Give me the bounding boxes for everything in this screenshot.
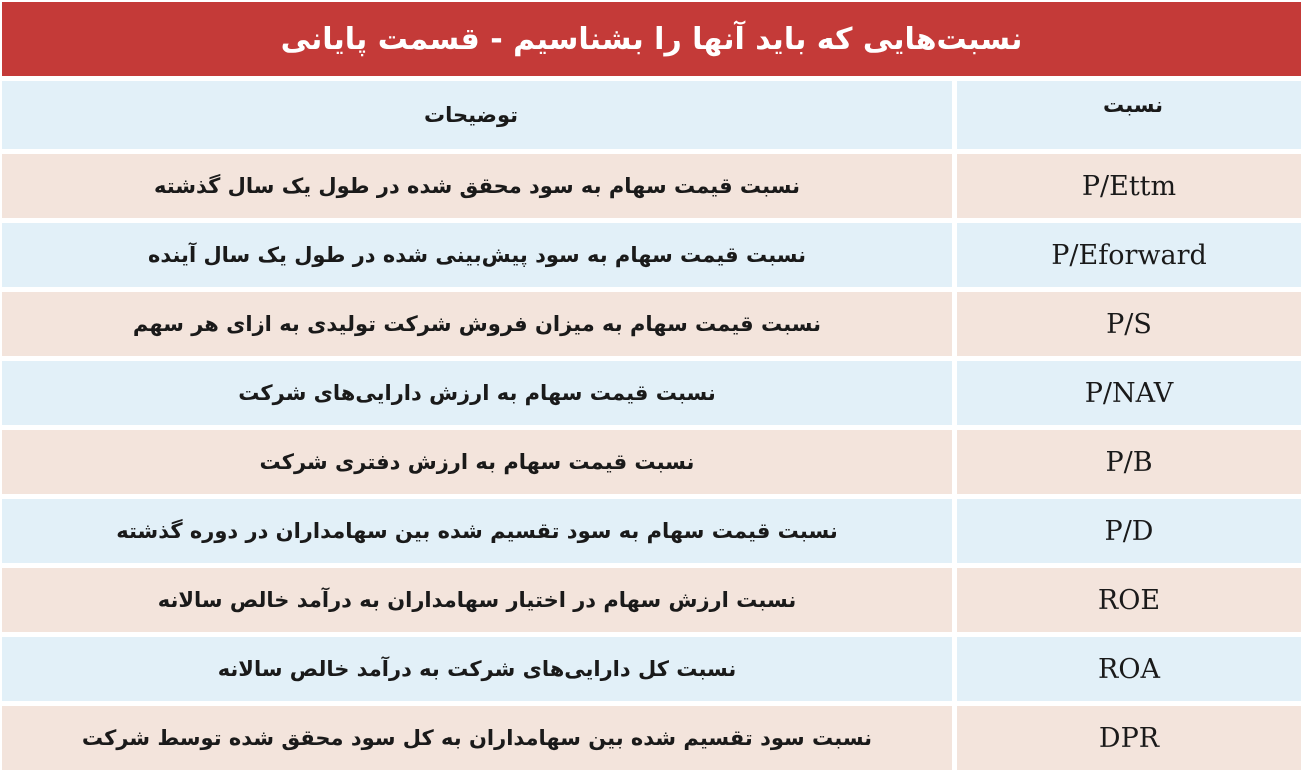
ratio-description: نسبت قیمت سهام به سود محقق شده در طول یک سال گذشته: [154, 174, 800, 198]
ratio-name: P/S: [1106, 308, 1152, 340]
ratio-description: نسبت قیمت سهام به ارزش دارایی‌های شرکت: [238, 381, 716, 405]
description-cell: [2, 499, 952, 563]
description-cell: [2, 568, 952, 632]
ratio-name: P/Ettm: [1081, 170, 1177, 202]
ratio-description: نسبت سود تقسیم شده بین سهامداران به کل سود محقق شده توسط شرکت: [81, 726, 873, 750]
description-cell: [2, 154, 952, 218]
header-description-cell: [2, 81, 952, 149]
ratio-cell: [957, 292, 1301, 356]
description-cell: [2, 637, 952, 701]
description-cell: [2, 223, 952, 287]
table-row: [2, 361, 1301, 425]
ratio-cell: [957, 499, 1301, 563]
ratio-description: نسبت کل دارایی‌های شرکت به درآمد خالص سالانه: [217, 657, 737, 681]
ratio-description: نسبت قیمت سهام به ارزش دفتری شرکت: [259, 450, 695, 474]
table-row: [2, 568, 1301, 632]
ratio-cell: [957, 637, 1301, 701]
ratio-cell: [957, 223, 1301, 287]
ratio-name: P/B: [1105, 446, 1153, 478]
table-row: [2, 706, 1301, 770]
ratio-name: P/D: [1104, 515, 1154, 547]
ratio-cell: [957, 154, 1301, 218]
ratio-name: ROA: [1098, 653, 1160, 685]
ratio-cell: [957, 568, 1301, 632]
ratio-cell: [957, 361, 1301, 425]
table-row: [2, 292, 1301, 356]
table-row: [2, 223, 1301, 287]
ratio-name: P/Eforward: [1051, 239, 1207, 271]
ratio-description: نسبت ارزش سهام در اختیار سهامداران به درآمد خالص سالانه: [157, 588, 797, 612]
table-row: [2, 499, 1301, 563]
header-ratio-label: نسبت: [1102, 93, 1164, 117]
description-cell: [2, 292, 952, 356]
ratio-cell: [957, 706, 1301, 770]
header-ratio-cell: [957, 81, 1301, 149]
ratio-name: P/NAV: [1084, 377, 1174, 409]
description-cell: [2, 430, 952, 494]
header-description-label: توضیحات: [423, 103, 519, 127]
description-cell: [2, 706, 952, 770]
table-row: [2, 637, 1301, 701]
page-title: نسبت‌هایی که باید آنها را بشناسیم - قسمت پایانی: [280, 21, 1023, 57]
ratios-table-card: [2, 2, 1301, 770]
title-bar: [2, 2, 1301, 76]
ratio-description: نسبت قیمت سهام به سود تقسیم شده بین سهامداران در دوره گذشته: [116, 519, 838, 543]
table-row: [2, 154, 1301, 218]
ratio-name: DPR: [1098, 722, 1160, 754]
ratio-cell: [957, 430, 1301, 494]
table-row: [2, 430, 1301, 494]
ratio-name: ROE: [1097, 584, 1161, 616]
table-header-row: [2, 81, 1301, 149]
ratio-description: نسبت قیمت سهام به میزان فروش شرکت تولیدی به ازای هر سهم: [132, 312, 822, 336]
ratio-description: نسبت قیمت سهام به سود پیش‌بینی شده در طول یک سال آینده: [147, 243, 807, 267]
description-cell: [2, 361, 952, 425]
